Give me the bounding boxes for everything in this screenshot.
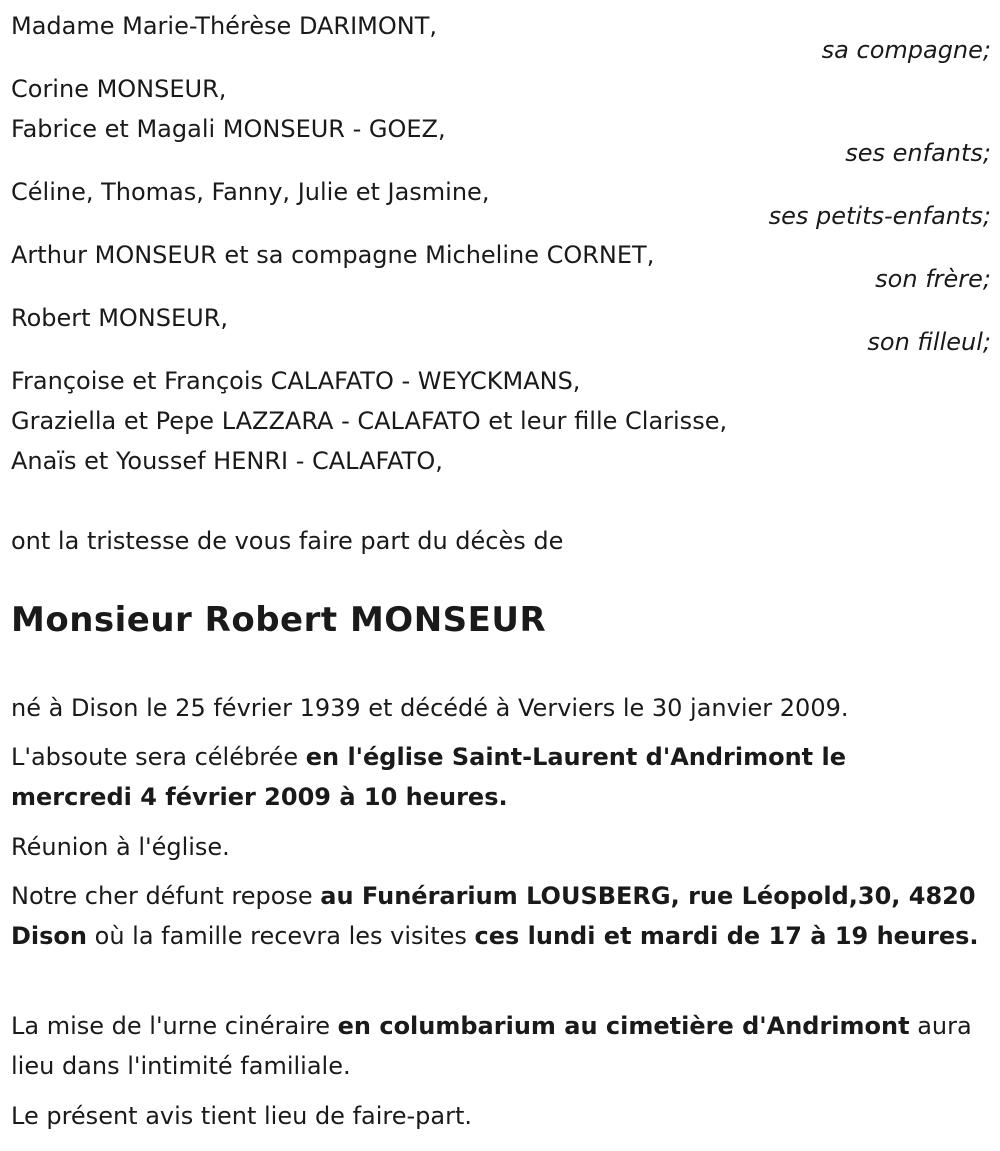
child-name: Fabrice et Magali MONSEUR - GOEZ, bbox=[11, 115, 446, 143]
godson-name: Robert MONSEUR, bbox=[11, 304, 229, 332]
relative-line: Françoise et François CALAFATO - WEYCKMANS, bbox=[11, 367, 581, 395]
godson-group bbox=[11, 298, 991, 356]
deceased-name: Monsieur Robert MONSEUR bbox=[11, 600, 547, 640]
meeting-line: Réunion à l'église. bbox=[11, 833, 230, 861]
companion-name: Madame Marie-Thérèse DARIMONT, bbox=[11, 12, 438, 40]
godson-role: son filleul; bbox=[867, 328, 991, 356]
ceremony-paragraph bbox=[11, 737, 911, 817]
urn-paragraph bbox=[11, 1006, 986, 1086]
grandchildren-names: Céline, Thomas, Fanny, Julie et Jasmine, bbox=[11, 178, 490, 206]
brother-names: Arthur MONSEUR et sa compagne Micheline CORNET, bbox=[11, 241, 655, 269]
companion-role: sa compagne; bbox=[821, 36, 991, 64]
funeral-home-address: au Funérarium LOUSBERG, rue Léopold,30, 4820 Dison bbox=[11, 882, 976, 950]
visiting-hours: ces lundi et mardi de 17 à 19 heures. bbox=[474, 922, 979, 950]
other-relatives-group bbox=[11, 361, 991, 481]
grandchildren-role: ses petits-enfants; bbox=[768, 202, 991, 230]
children-role: ses enfants; bbox=[845, 139, 991, 167]
rest-text-2: où la famille recevra les visites bbox=[87, 922, 475, 950]
relative-line: Graziella et Pepe LAZZARA - CALAFATO et leur fille Clarisse, bbox=[11, 407, 728, 435]
grandchildren-group bbox=[11, 172, 991, 230]
rest-text-1: Notre cher défunt repose bbox=[11, 882, 321, 910]
children-group bbox=[11, 69, 991, 167]
child-name: Corine MONSEUR, bbox=[11, 75, 227, 103]
notice-line: Le présent avis tient lieu de faire-part. bbox=[11, 1102, 473, 1130]
relative-line: Anaïs et Youssef HENRI - CALAFATO, bbox=[11, 447, 443, 475]
ceremony-details: en l'église Saint-Laurent d'Andrimont le mercredi 4 février 2009 à 10 heures. bbox=[11, 743, 847, 811]
brother-group bbox=[11, 235, 991, 293]
brother-role: son frère; bbox=[875, 265, 991, 293]
funeral-home-paragraph bbox=[11, 876, 986, 956]
urn-text-2: aura lieu dans l'intimité familiale. bbox=[11, 1012, 972, 1080]
announcement-intro: ont la tristesse de vous faire part du décès de bbox=[11, 527, 564, 555]
birth-death-line: né à Dison le 25 février 1939 et décédé à Verviers le 30 janvier 2009. bbox=[11, 694, 849, 722]
companion-group bbox=[11, 6, 991, 64]
ceremony-text: L'absoute sera célébrée bbox=[11, 743, 306, 771]
columbarium-location: en columbarium au cimetière d'Andrimont bbox=[337, 1012, 910, 1040]
urn-text-1: La mise de l'urne cinéraire bbox=[11, 1012, 338, 1040]
